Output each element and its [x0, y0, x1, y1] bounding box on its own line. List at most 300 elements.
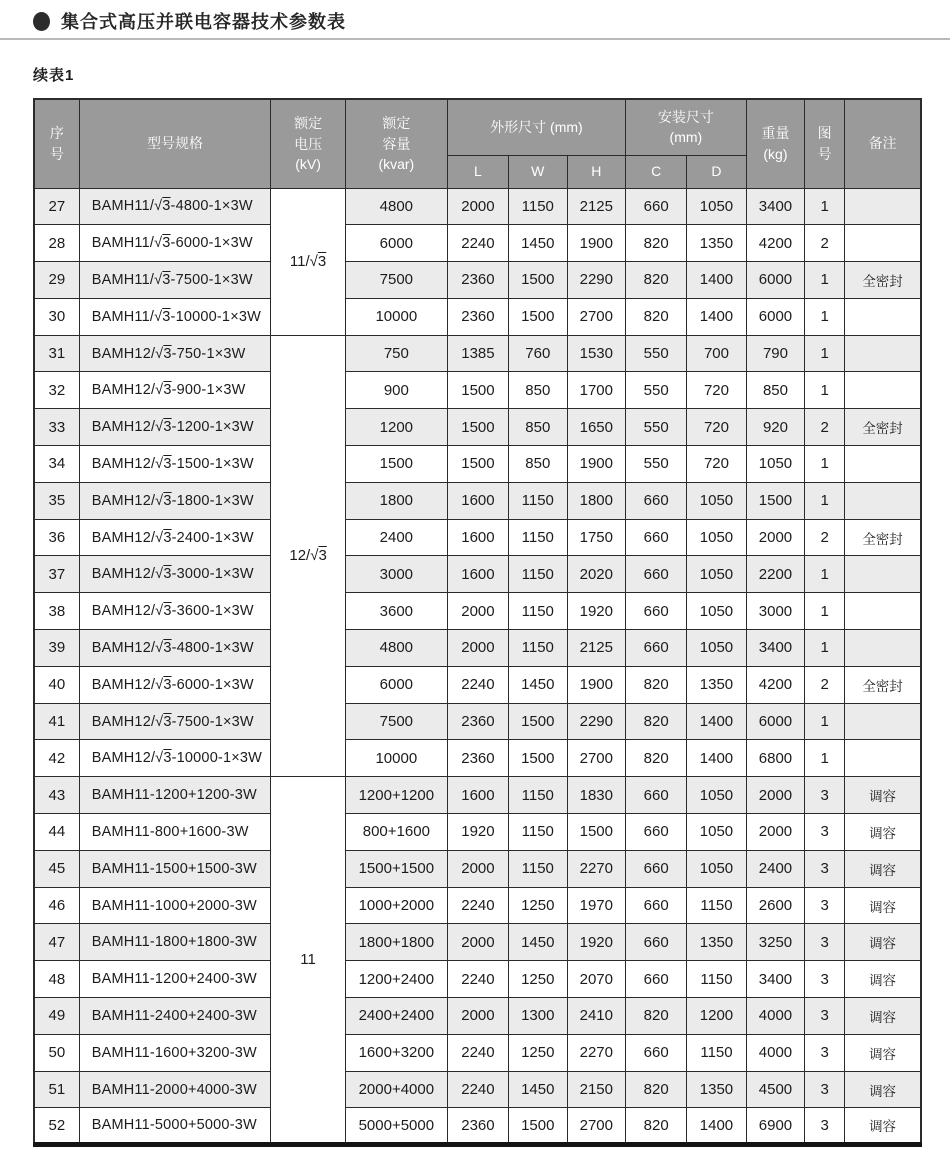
weight-cell: 4200	[746, 225, 805, 262]
dim-h-cell: 1900	[567, 666, 626, 703]
figure-no-cell: 3	[805, 924, 845, 961]
model-cell: BAMH11-5000+5000-3W	[79, 1108, 271, 1145]
dim-l-cell: 1385	[447, 335, 508, 372]
dim-l-cell: 2000	[447, 188, 508, 225]
dim-w-cell: 1150	[509, 482, 568, 519]
table-row	[34, 1034, 921, 1071]
weight-cell: 4500	[746, 1071, 805, 1108]
weight-cell: 3400	[746, 961, 805, 998]
note-cell: 全密封	[845, 519, 921, 556]
seq-cell: 33	[34, 409, 79, 446]
dim-w-cell: 1150	[509, 630, 568, 667]
model-cell: BAMH12/√3-1200-1×3W	[79, 409, 271, 446]
header-dim-h: H	[567, 155, 626, 188]
figure-no-cell: 3	[805, 814, 845, 851]
seq-cell: 50	[34, 1034, 79, 1071]
weight-cell: 2000	[746, 777, 805, 814]
seq-cell: 45	[34, 850, 79, 887]
seq-cell: 32	[34, 372, 79, 409]
weight-cell: 3000	[746, 593, 805, 630]
weight-cell: 2000	[746, 519, 805, 556]
dim-h-cell: 1920	[567, 924, 626, 961]
weight-cell: 790	[746, 335, 805, 372]
capacity-cell: 4800	[345, 630, 447, 667]
dim-l-cell: 2000	[447, 593, 508, 630]
weight-cell: 3400	[746, 630, 805, 667]
capacity-cell: 1200+1200	[345, 777, 447, 814]
model-cell: BAMH11-1600+3200-3W	[79, 1034, 271, 1071]
header-notes: 备注	[845, 99, 921, 188]
dim-h-cell: 1970	[567, 887, 626, 924]
dim-d-cell: 1050	[687, 482, 746, 519]
note-cell	[845, 740, 921, 777]
weight-cell: 6000	[746, 298, 805, 335]
figure-no-cell: 1	[805, 482, 845, 519]
dim-d-cell: 720	[687, 446, 746, 483]
weight-cell: 850	[746, 372, 805, 409]
model-cell: BAMH11-1800+1800-3W	[79, 924, 271, 961]
voltage-cell: 11/√3	[271, 188, 346, 335]
dim-c-cell: 660	[626, 814, 687, 851]
bullet-icon	[33, 12, 50, 31]
dim-w-cell: 850	[509, 409, 568, 446]
figure-no-cell: 3	[805, 850, 845, 887]
figure-no-cell: 1	[805, 372, 845, 409]
model-cell: BAMH11-1000+2000-3W	[79, 887, 271, 924]
table-row	[34, 961, 921, 998]
figure-no-cell: 2	[805, 409, 845, 446]
dim-d-cell: 720	[687, 372, 746, 409]
figure-no-cell: 3	[805, 777, 845, 814]
dim-h-cell: 1530	[567, 335, 626, 372]
dim-h-cell: 2125	[567, 188, 626, 225]
seq-cell: 51	[34, 1071, 79, 1108]
table-row	[34, 740, 921, 777]
capacity-cell: 6000	[345, 666, 447, 703]
page-title: 集合式高压并联电容器技术参数表	[61, 12, 346, 32]
dim-h-cell: 2150	[567, 1071, 626, 1108]
dim-c-cell: 660	[626, 519, 687, 556]
weight-cell: 2600	[746, 887, 805, 924]
dim-l-cell: 2240	[447, 666, 508, 703]
weight-cell: 4200	[746, 666, 805, 703]
dim-c-cell: 660	[626, 1034, 687, 1071]
note-cell	[845, 703, 921, 740]
seq-cell: 49	[34, 998, 79, 1035]
weight-cell: 6800	[746, 740, 805, 777]
seq-cell: 29	[34, 262, 79, 299]
dim-d-cell: 1050	[687, 593, 746, 630]
dim-w-cell: 1250	[509, 1034, 568, 1071]
dim-l-cell: 2360	[447, 703, 508, 740]
dim-w-cell: 1500	[509, 298, 568, 335]
figure-no-cell: 3	[805, 998, 845, 1035]
dim-l-cell: 1600	[447, 519, 508, 556]
model-cell: BAMH11/√3-6000-1×3W	[79, 225, 271, 262]
weight-cell: 1500	[746, 482, 805, 519]
dim-c-cell: 660	[626, 556, 687, 593]
dim-d-cell: 1050	[687, 630, 746, 667]
dim-w-cell: 760	[509, 335, 568, 372]
note-cell: 调容	[845, 1071, 921, 1108]
table-row	[34, 850, 921, 887]
header-dim-l: L	[447, 155, 508, 188]
model-cell: BAMH12/√3-750-1×3W	[79, 335, 271, 372]
note-cell	[845, 372, 921, 409]
note-cell: 调容	[845, 924, 921, 961]
model-cell: BAMH11-1500+1500-3W	[79, 850, 271, 887]
dim-w-cell: 1500	[509, 1108, 568, 1145]
seq-cell: 36	[34, 519, 79, 556]
capacity-cell: 10000	[345, 298, 447, 335]
seq-cell: 37	[34, 556, 79, 593]
dim-c-cell: 660	[626, 777, 687, 814]
dim-w-cell: 1150	[509, 556, 568, 593]
model-cell: BAMH12/√3-3600-1×3W	[79, 593, 271, 630]
dim-c-cell: 820	[626, 298, 687, 335]
title-divider	[0, 38, 950, 40]
dim-d-cell: 1400	[687, 1108, 746, 1145]
figure-no-cell: 1	[805, 446, 845, 483]
table-row	[34, 446, 921, 483]
figure-no-cell: 3	[805, 961, 845, 998]
weight-cell: 3250	[746, 924, 805, 961]
dim-h-cell: 2125	[567, 630, 626, 667]
dim-l-cell: 2240	[447, 887, 508, 924]
note-cell	[845, 446, 921, 483]
dim-c-cell: 820	[626, 666, 687, 703]
note-cell: 全密封	[845, 666, 921, 703]
seq-cell: 43	[34, 777, 79, 814]
dim-d-cell: 1400	[687, 298, 746, 335]
dim-d-cell: 1150	[687, 887, 746, 924]
weight-cell: 1050	[746, 446, 805, 483]
dim-w-cell: 1300	[509, 998, 568, 1035]
dim-d-cell: 1400	[687, 262, 746, 299]
dim-c-cell: 820	[626, 740, 687, 777]
note-cell	[845, 225, 921, 262]
dim-h-cell: 1900	[567, 225, 626, 262]
weight-cell: 920	[746, 409, 805, 446]
capacity-cell: 1000+2000	[345, 887, 447, 924]
seq-cell: 40	[34, 666, 79, 703]
dim-d-cell: 1050	[687, 850, 746, 887]
capacity-cell: 1200+2400	[345, 961, 447, 998]
dim-d-cell: 1150	[687, 1034, 746, 1071]
dim-d-cell: 1050	[687, 519, 746, 556]
dim-d-cell: 700	[687, 335, 746, 372]
header-rated-voltage: 额定 电压 (kV)	[271, 99, 346, 188]
dim-h-cell: 1900	[567, 446, 626, 483]
table-body	[34, 188, 921, 1145]
dim-w-cell: 1250	[509, 887, 568, 924]
table-row	[34, 1071, 921, 1108]
note-cell	[845, 335, 921, 372]
dim-l-cell: 2000	[447, 630, 508, 667]
capacity-cell: 900	[345, 372, 447, 409]
model-cell: BAMH12/√3-3000-1×3W	[79, 556, 271, 593]
dim-c-cell: 820	[626, 998, 687, 1035]
seq-cell: 46	[34, 887, 79, 924]
model-cell: BAMH12/√3-10000-1×3W	[79, 740, 271, 777]
dim-h-cell: 2070	[567, 961, 626, 998]
dim-w-cell: 1500	[509, 740, 568, 777]
dim-l-cell: 2240	[447, 1071, 508, 1108]
dim-c-cell: 660	[626, 482, 687, 519]
dim-w-cell: 1500	[509, 262, 568, 299]
dim-l-cell: 2360	[447, 740, 508, 777]
figure-no-cell: 3	[805, 1108, 845, 1145]
dim-l-cell: 1600	[447, 482, 508, 519]
dim-w-cell: 1150	[509, 593, 568, 630]
figure-no-cell: 1	[805, 188, 845, 225]
seq-cell: 52	[34, 1108, 79, 1145]
model-cell: BAMH11/√3-7500-1×3W	[79, 262, 271, 299]
figure-no-cell: 1	[805, 593, 845, 630]
dim-h-cell: 2410	[567, 998, 626, 1035]
weight-cell: 2000	[746, 814, 805, 851]
table-row	[34, 372, 921, 409]
table-header	[34, 99, 921, 188]
table-row	[34, 262, 921, 299]
model-cell: BAMH12/√3-900-1×3W	[79, 372, 271, 409]
parameters-table	[33, 98, 922, 1147]
header-weight: 重量 (kg)	[746, 99, 805, 188]
dim-w-cell: 850	[509, 372, 568, 409]
dim-c-cell: 820	[626, 1108, 687, 1145]
dim-l-cell: 1600	[447, 556, 508, 593]
figure-no-cell: 1	[805, 262, 845, 299]
capacity-cell: 7500	[345, 703, 447, 740]
seq-cell: 35	[34, 482, 79, 519]
dim-w-cell: 1150	[509, 814, 568, 851]
dim-c-cell: 660	[626, 593, 687, 630]
seq-cell: 41	[34, 703, 79, 740]
figure-no-cell: 1	[805, 740, 845, 777]
weight-cell: 6000	[746, 703, 805, 740]
dim-w-cell: 1150	[509, 519, 568, 556]
weight-cell: 6000	[746, 262, 805, 299]
dim-d-cell: 1050	[687, 814, 746, 851]
model-cell: BAMH11-800+1600-3W	[79, 814, 271, 851]
dim-w-cell: 1450	[509, 225, 568, 262]
dim-d-cell: 1350	[687, 1071, 746, 1108]
figure-no-cell: 1	[805, 630, 845, 667]
dim-w-cell: 850	[509, 446, 568, 483]
note-cell: 调容	[845, 814, 921, 851]
note-cell: 全密封	[845, 262, 921, 299]
dim-d-cell: 1050	[687, 188, 746, 225]
weight-cell: 2200	[746, 556, 805, 593]
capacity-cell: 1800	[345, 482, 447, 519]
weight-cell: 4000	[746, 1034, 805, 1071]
table-row	[34, 188, 921, 225]
dim-w-cell: 1500	[509, 703, 568, 740]
dim-c-cell: 550	[626, 409, 687, 446]
dim-c-cell: 660	[626, 887, 687, 924]
header-rated-capacity: 额定 容量 (kvar)	[345, 99, 447, 188]
table-row	[34, 666, 921, 703]
model-cell: BAMH12/√3-1500-1×3W	[79, 446, 271, 483]
dim-h-cell: 1650	[567, 409, 626, 446]
capacity-cell: 1500+1500	[345, 850, 447, 887]
model-cell: BAMH12/√3-2400-1×3W	[79, 519, 271, 556]
note-cell: 调容	[845, 961, 921, 998]
model-cell: BAMH11/√3-4800-1×3W	[79, 188, 271, 225]
header-dim-w: W	[509, 155, 568, 188]
figure-no-cell: 3	[805, 1034, 845, 1071]
figure-no-cell: 3	[805, 1071, 845, 1108]
note-cell: 调容	[845, 1108, 921, 1145]
table-row	[34, 298, 921, 335]
figure-no-cell: 3	[805, 887, 845, 924]
dim-d-cell: 1400	[687, 703, 746, 740]
table-row	[34, 593, 921, 630]
dim-w-cell: 1150	[509, 777, 568, 814]
dim-h-cell: 2700	[567, 1108, 626, 1145]
seq-cell: 39	[34, 630, 79, 667]
table-row	[34, 777, 921, 814]
dim-h-cell: 1700	[567, 372, 626, 409]
figure-no-cell: 2	[805, 519, 845, 556]
note-cell	[845, 556, 921, 593]
dim-h-cell: 2700	[567, 740, 626, 777]
dim-l-cell: 1500	[447, 409, 508, 446]
figure-no-cell: 1	[805, 556, 845, 593]
table-row	[34, 482, 921, 519]
figure-no-cell: 2	[805, 225, 845, 262]
model-cell: BAMH11-2400+2400-3W	[79, 998, 271, 1035]
model-cell: BAMH11-2000+4000-3W	[79, 1071, 271, 1108]
title-row	[33, 9, 922, 33]
dim-w-cell: 1150	[509, 850, 568, 887]
dim-l-cell: 2240	[447, 225, 508, 262]
weight-cell: 4000	[746, 998, 805, 1035]
dim-c-cell: 550	[626, 372, 687, 409]
header-install-dimensions: 安装尺寸 (mm)	[626, 99, 747, 155]
dim-h-cell: 2020	[567, 556, 626, 593]
dim-w-cell: 1150	[509, 188, 568, 225]
dim-h-cell: 1500	[567, 814, 626, 851]
dim-d-cell: 1350	[687, 225, 746, 262]
dim-c-cell: 660	[626, 630, 687, 667]
note-cell	[845, 188, 921, 225]
dim-l-cell: 1600	[447, 777, 508, 814]
weight-cell: 3400	[746, 188, 805, 225]
dim-h-cell: 2700	[567, 298, 626, 335]
dim-d-cell: 1350	[687, 924, 746, 961]
model-cell: BAMH11-1200+1200-3W	[79, 777, 271, 814]
table-row	[34, 924, 921, 961]
capacity-cell: 10000	[345, 740, 447, 777]
seq-cell: 31	[34, 335, 79, 372]
dim-c-cell: 550	[626, 446, 687, 483]
capacity-cell: 1500	[345, 446, 447, 483]
seq-cell: 38	[34, 593, 79, 630]
dim-d-cell: 720	[687, 409, 746, 446]
capacity-cell: 2400	[345, 519, 447, 556]
seq-cell: 27	[34, 188, 79, 225]
seq-cell: 48	[34, 961, 79, 998]
dim-d-cell: 1050	[687, 777, 746, 814]
capacity-cell: 800+1600	[345, 814, 447, 851]
dim-h-cell: 2270	[567, 1034, 626, 1071]
dim-l-cell: 1500	[447, 446, 508, 483]
capacity-cell: 2400+2400	[345, 998, 447, 1035]
note-cell: 调容	[845, 1034, 921, 1071]
note-cell: 全密封	[845, 409, 921, 446]
table-row	[34, 519, 921, 556]
table-row	[34, 630, 921, 667]
dim-c-cell: 660	[626, 850, 687, 887]
seq-cell: 28	[34, 225, 79, 262]
weight-cell: 2400	[746, 850, 805, 887]
dim-l-cell: 2360	[447, 262, 508, 299]
model-cell: BAMH12/√3-7500-1×3W	[79, 703, 271, 740]
header-outline-dimensions: 外形尺寸 (mm)	[447, 99, 625, 155]
table-row	[34, 703, 921, 740]
seq-cell: 30	[34, 298, 79, 335]
table-row	[34, 1108, 921, 1145]
continuation-label: 续表1	[33, 67, 75, 84]
seq-cell: 44	[34, 814, 79, 851]
figure-no-cell: 1	[805, 298, 845, 335]
figure-no-cell: 2	[805, 666, 845, 703]
dim-d-cell: 1150	[687, 961, 746, 998]
dim-w-cell: 1450	[509, 666, 568, 703]
capacity-cell: 3000	[345, 556, 447, 593]
capacity-cell: 1600+3200	[345, 1034, 447, 1071]
dim-h-cell: 2290	[567, 262, 626, 299]
dim-d-cell: 1350	[687, 666, 746, 703]
table-row	[34, 887, 921, 924]
dim-l-cell: 1500	[447, 372, 508, 409]
header-dim-d: D	[687, 155, 746, 188]
capacity-cell: 3600	[345, 593, 447, 630]
capacity-cell: 4800	[345, 188, 447, 225]
dim-h-cell: 1750	[567, 519, 626, 556]
model-cell: BAMH12/√3-6000-1×3W	[79, 666, 271, 703]
note-cell	[845, 630, 921, 667]
dim-c-cell: 660	[626, 188, 687, 225]
dim-l-cell: 2000	[447, 850, 508, 887]
dim-l-cell: 2240	[447, 961, 508, 998]
dim-l-cell: 2000	[447, 998, 508, 1035]
table-row	[34, 998, 921, 1035]
capacity-cell: 1800+1800	[345, 924, 447, 961]
header-figure-no: 图 号	[805, 99, 845, 188]
note-cell	[845, 298, 921, 335]
dim-h-cell: 2290	[567, 703, 626, 740]
capacity-cell: 1200	[345, 409, 447, 446]
note-cell: 调容	[845, 777, 921, 814]
dim-w-cell: 1250	[509, 961, 568, 998]
model-cell: BAMH12/√3-4800-1×3W	[79, 630, 271, 667]
capacity-cell: 6000	[345, 225, 447, 262]
dim-c-cell: 550	[626, 335, 687, 372]
dim-w-cell: 1450	[509, 924, 568, 961]
dim-h-cell: 1800	[567, 482, 626, 519]
voltage-cell: 11	[271, 777, 346, 1145]
seq-cell: 34	[34, 446, 79, 483]
note-cell: 调容	[845, 998, 921, 1035]
table-row	[34, 335, 921, 372]
weight-cell: 6900	[746, 1108, 805, 1145]
figure-no-cell: 1	[805, 703, 845, 740]
dim-h-cell: 1830	[567, 777, 626, 814]
dim-h-cell: 2270	[567, 850, 626, 887]
dim-l-cell: 2360	[447, 298, 508, 335]
